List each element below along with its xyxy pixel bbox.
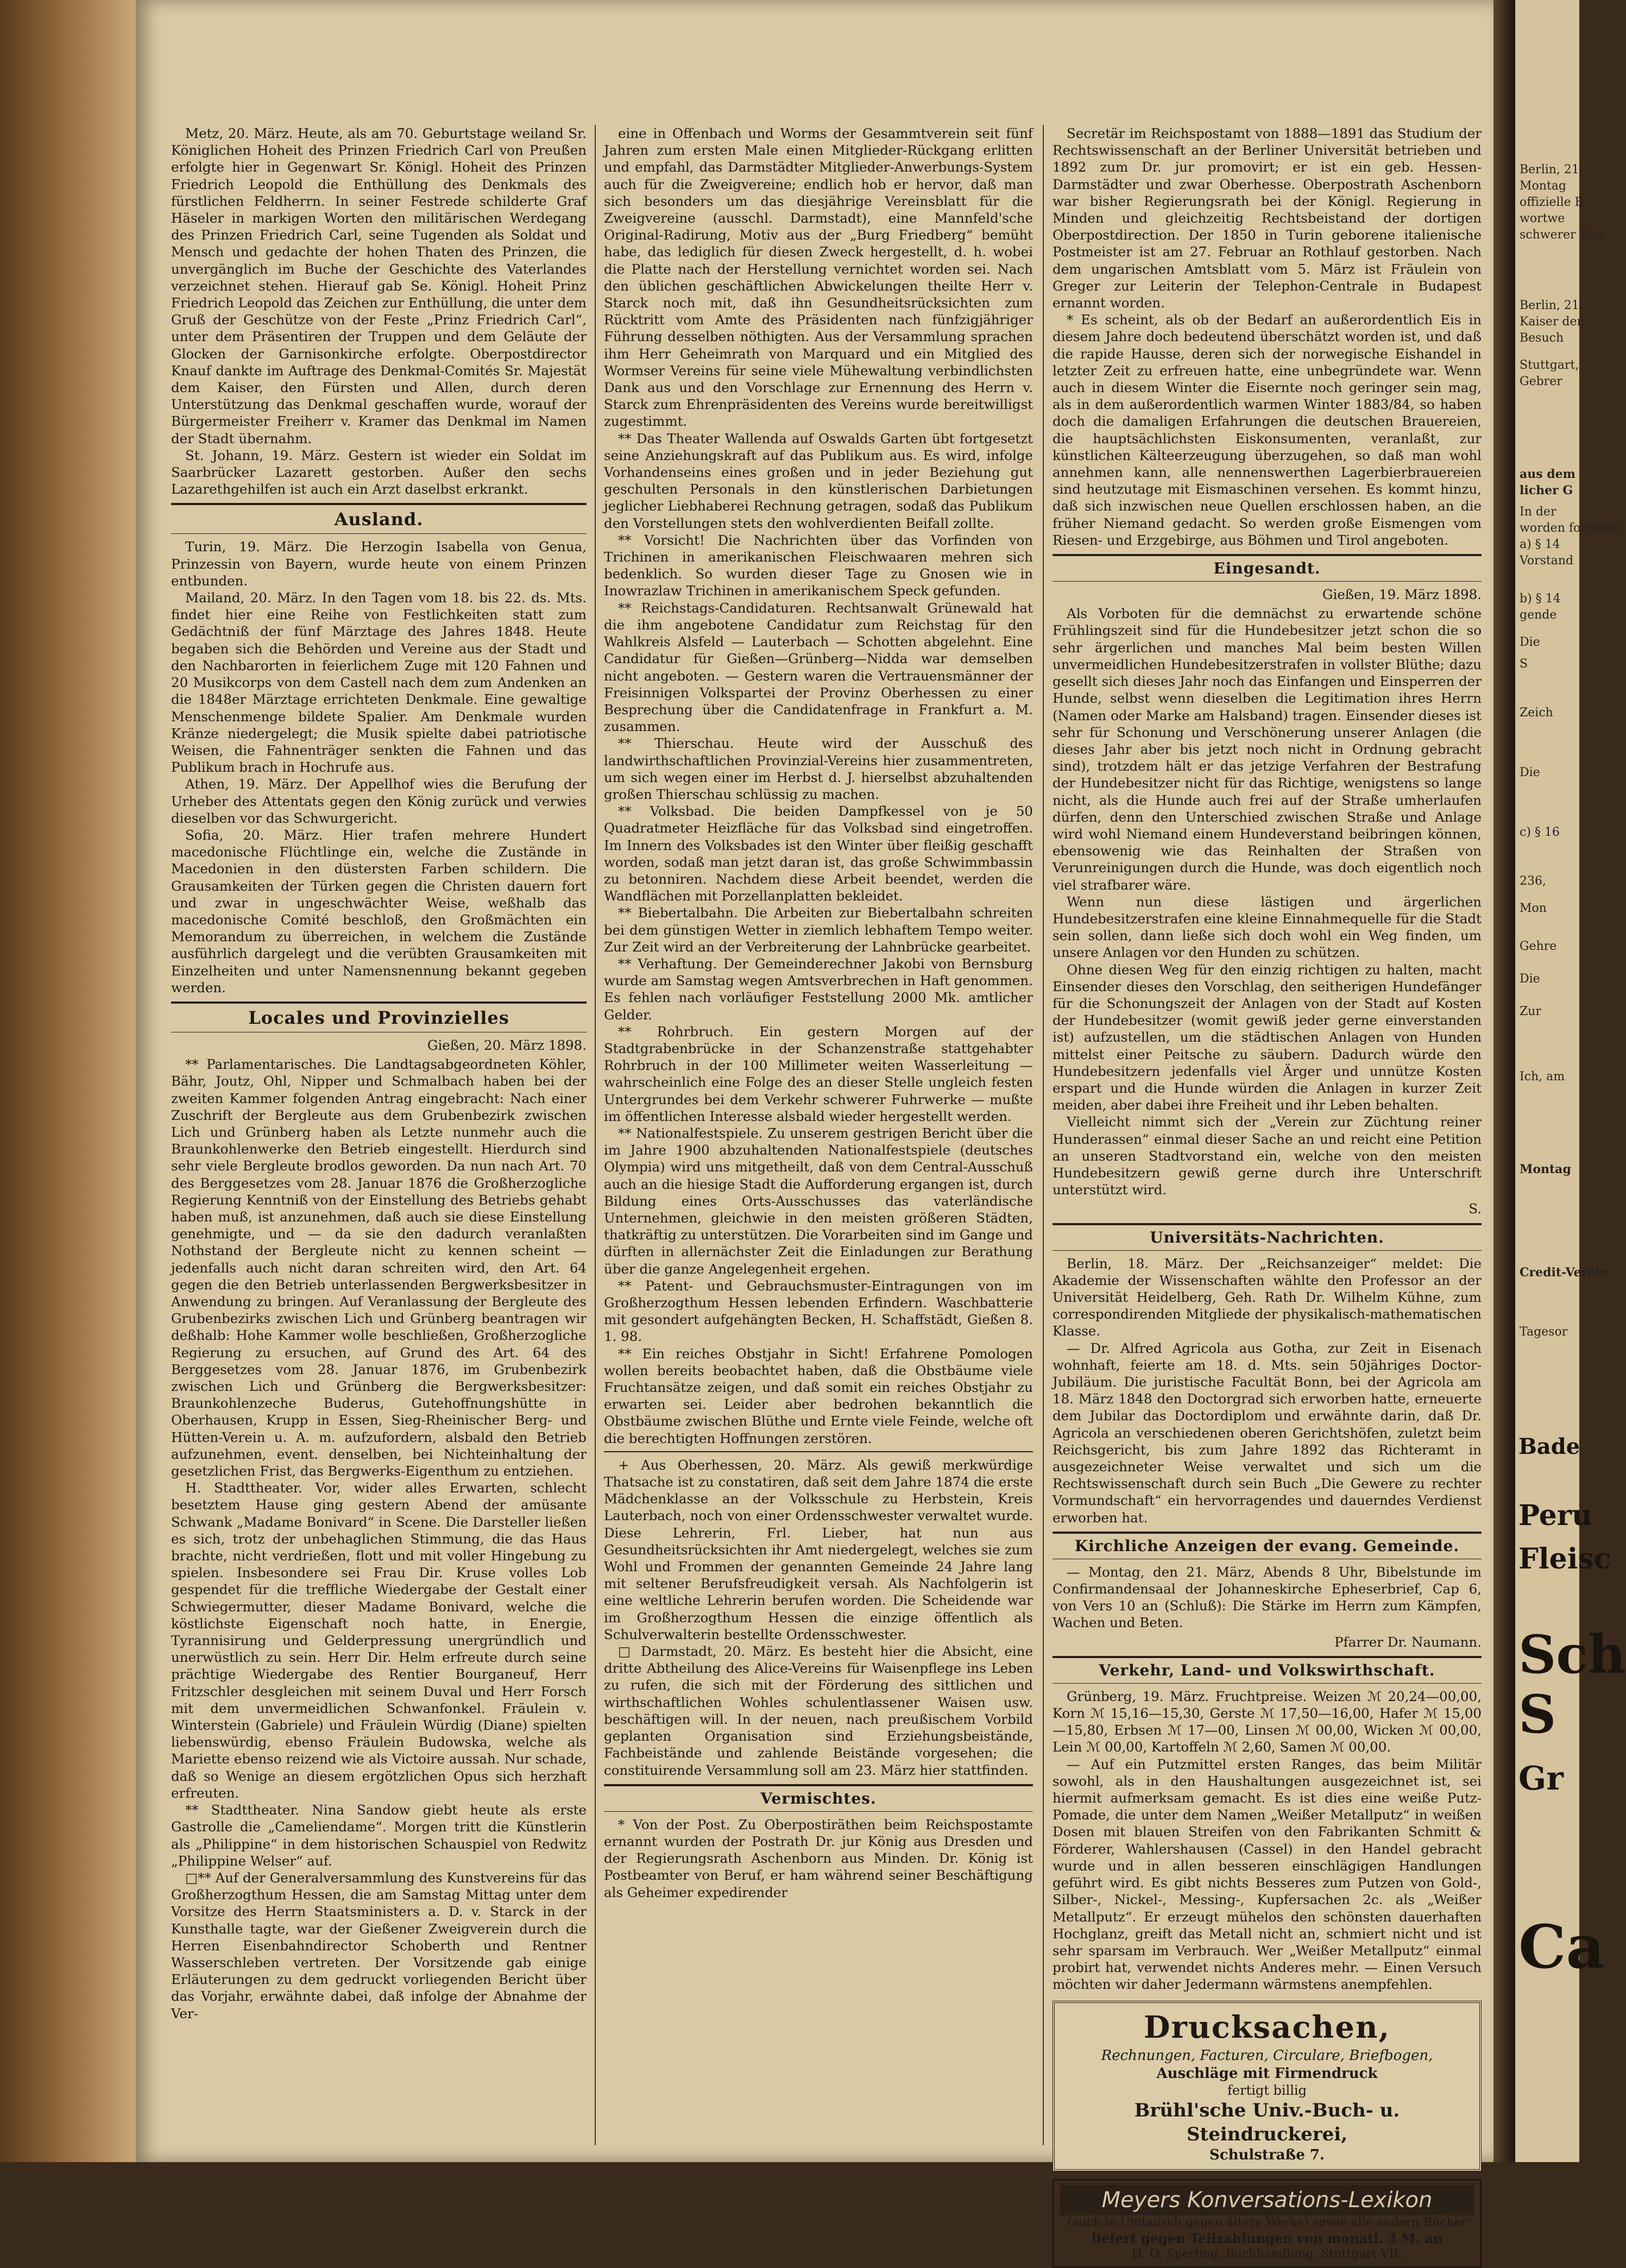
section-heading-verkehr: Verkehr, Land- und Volkswirthschaft.: [1053, 1656, 1482, 1684]
fragment-text: 236,: [1520, 874, 1546, 888]
fragment-text: Berlin, 21.: [1520, 163, 1583, 177]
fragment-text: wortwe: [1520, 212, 1565, 225]
fragment-text: b) § 14: [1520, 592, 1561, 606]
article-sofia: Sofia, 20. März. Hier trafen mehrere Hundert macedonische Flüchtlinge ein, welche die Zustände in Macedonien in den düstersten Farben schildern. Die Grausamkeiten der Türken gegen die Christen dauern fort und zwar in ungeschwächter Weise, weßhalb das macedonische Comité beschloß, den Großmächten ein Memorandum zu überreichen, in welchem die Zustände ausführlich dargelegt und die verübten Grausamkeiten mit Einzelheiten und unter Namensnennung bekannt gegeben werden.: [171, 827, 587, 996]
section-heading-locales: Locales und Provinzielles: [171, 1001, 587, 1032]
article-fruchtpreise: Grünberg, 19. März. Fruchtpreise. Weizen ℳ 20,24—00,00, Korn ℳ 15,16—15,30, Gerste ℳ 17,50—16,00, Hafer ℳ 15,00—15,80, Erbsen ℳ 17—00, Linsen ℳ 00,00, Wicken ℳ 00,00, Lein ℳ 00,00, Kartoffeln ℳ 2,60, Samen ℳ 00,00.: [1053, 1688, 1482, 1755]
column-divider: [595, 125, 596, 2145]
article-agricola: — Dr. Alfred Agricola aus Gotha, zur Zeit in Eisenach wohnhaft, feierte am 18. d. Mts. sein 50jähriges Doctor-Jubiläum. Die juristische Facultät Bonn, bei der Agricola am 18. März 1848 den Doctorgrad sich erworben hatte, erneuerte dem Jubilar das Doctordiplom und erwähnte darin, daß Dr. Agricola an verschiedenen oberen Gerichtshöfen, zuletzt beim Reichsgericht, bis zum Jahre 1892 das Richteramt in ausgezeichneter Weise verwaltet und sich um die Rechtswissenschaft durch sein Buch „Die Gewere zu rechter Vormundschaft“ ein hervorragendes und dauerndes Verdienst erworben hat.: [1053, 1340, 1482, 1526]
fragment-text: Gebrer: [1520, 375, 1562, 388]
fragment-text: Kaiser den: [1520, 315, 1585, 329]
section-heading-kirchliche: Kirchliche Anzeigen der evang. Gemeinde.: [1053, 1532, 1482, 1559]
article-eis: * Es scheint, als ob der Bedarf an außerordentlich Eis in diesem Jahre doch bedeutend überschätzt worden ist, und daß die rapide Hausse, deren sich der norwegische Eishandel in letzter Zeit zu erfreuen hatte, eine unbegründete war. Wenn auch in diesem Winter die Eisernte noch geringer sein mag, als in dem außerordentlich warmen Winter 1883/84, so haben doch die damaligen Erfahrungen die deutschen Brauereien, die hauptsächlichsten Eiskonsumenten, veranlaßt, zur künstlichen Kälteerzeugung überzugehen, so daß man wohl annehmen kann, alle nennenswerthen Lagerbierbrauereien sind heutzutage mit Eismaschinen versehen. Es kommt hinzu, daß sich inzwischen neue Quellen erschlossen haben, an die früher Niemand gedacht. So werden große Eismengen vom Riesen- und Erzgebirge, aus Böhmen und Tirol angeboten.: [1053, 312, 1482, 548]
advertisement-drucksachen: [1053, 2001, 1482, 2171]
article-verhaftung: ** Verhaftung. Der Gemeinderechner Jakobi von Bernsburg wurde am Samstag wegen Amtsverbrechen in Haft genommen. Es fehlen nach vorläufiger Feststellung 2000 Mk. amtlicher Gelder.: [604, 955, 1033, 1023]
column-3: [1053, 125, 1482, 2261]
fragment-heading: Gr: [1518, 1760, 1564, 1798]
article-darmstadt: □ Darmstadt, 20. März. Es besteht hier die Absicht, eine dritte Abtheilung des Alice-Vereins für Waisenpflege ins Leben zu rufen, die sich mit der Förderung des sittlichen und wirthschaftlichen Wohles schulentlassener Waisen usw. beschäftigen will. In der neuen, nach preußischem Vorbild geplanten Organisation sind Erziehungsbeistände, Fachbeistände und zahlende Beistände vorgesehen; die constituirende Versammlung soll am 23. März hier stattfinden.: [604, 1643, 1033, 1778]
signature-pfarrer: Pfarrer Dr. Naumann.: [1334, 1634, 1482, 1650]
article-bibelstunde: — Montag, den 21. März, Abends 8 Uhr, Bibelstunde im Confirmandensaal der Johanneskirche Epheserbrief, Cap 6, von Vers 10 an (Schluß): Die Stärke im Herrn zum Kämpfen, Wachen und Beten.: [1053, 1564, 1482, 1631]
fragment-text: Zur: [1520, 1005, 1541, 1018]
fragment-text: licher G: [1520, 483, 1573, 497]
dateline-giessen: Gießen, 20. März 1898.: [427, 1037, 587, 1053]
section-heading-vermischtes: Vermischtes.: [604, 1784, 1033, 1812]
fragment-heading: Fleisc: [1518, 1542, 1611, 1576]
article-post-cont: Secretär im Reichspostamt von 1888—1891 das Studium der Rechtswissenschaft an der Berliner Universität betrieben und 1892 zum Dr. jur promovirt; er ist ein geb. Hessen-Darmstädter und zwar Oberhesse. Oberpostrath Aschenborn war bisher Regierungsrath bei der Königl. Regierung in Minden und gleichzeitig Rechtsbeistand der dortigen Oberpostdirection. Der 1850 in Turin geborene italienische Postmeister ist am 27. Februar an Rothlauf gestorben. Nach dem ungarischen Amtsblatt vom 5. März ist Fräulein von Greger zur Leiterin der Telephon-Centrale in Budapest ernannt worden.: [1053, 125, 1482, 311]
article-hunde-3: Ohne diesen Weg für den einzig richtigen zu halten, macht Einsender dieses den Vorschlag, den seitherigen Hundefänger für die Schonungszeit der Anlagen von der Stadt auf Kosten der Hundebesitzer (womit gewiß jeder gerne einverstanden ist) aufzustellen, um die städtischen Anlagen von Hunden mittelst einer Peitsche zu säubern. Dadurch würde den Hundebesitzern jedenfalls viel Ärger und unnütze Kosten erspart und die Hunde würden die Anlagen in kurzer Zeit meiden, aber dabei ihre Freiheit und ihr Leben behalten.: [1053, 961, 1482, 1113]
article-von-der-post: * Von der Post. Zu Oberpostiräthen beim Reichspostamte ernannt wurden der Postrath Dr. jur König aus Dresden und der Regierungsrath Aschenborn aus Minden. Dr. König ist Postbeamter von Beruf, er ham während seiner Beschäftigung als Geheimer expedirender: [604, 1816, 1033, 1900]
article-rohrbruch: ** Rohrbruch. Ein gestern Morgen auf der Stadtgrabenbrücke in der Schanzenstraße stattgehabter Rohrbruch in der 100 Millimeter weiten Wasserleitung — wahrscheinlich eine Folge des an dieser Stelle ungleich festen Untergrundes bei dem Verkehr schwerer Fuhrwerke — mußte im öffentlichen Interesse alsbald wieder hergestellt werden.: [604, 1023, 1033, 1124]
dateline-eingesandt: Gießen, 19. März 1898.: [1322, 587, 1482, 603]
article-stadttheater-review: H. Stadttheater. Vor, wider alles Erwarten, schlecht besetztem Hause ging gestern Abend der amüsante Schwank „Madame Bonivard“ in Scene. Die Darsteller ließen es sich, trotz der unbehaglichen Stimmung, die das Haus brachte, nicht verdrießen, flott und mit voller Hingebung zu spielen. Insbesondere sei Frau Dir. Kruse volles Lob gespendet für die treffliche Wiedergabe der Gestalt einer Schwiegermutter, dieser Madame Bonivard, welche die köstlichste Eigenschaft noch hatte, in Energie, Tyrannisirung und Gelderpressung unergründlich und unerwüstlich zu sein. Herr Dir. Helm erfreute durch seine prächtige Wiedergabe des Rentier Bourganeuf, Herr Fritzschler desgleichen mit seinem Duval und Herr Forsch mit dem unvermeidlichen Schwanfonkel. Fräulein v. Winterstein (Gabriele) und Fräulein Würdig (Diane) spielten liebenswürdig, ebenso Fräulein Budowska, welche als Mariette ebenso reizend wie als Victoire aussah. Nur schade, daß so Wenige an diesem ergötzlichen Opus sich herzhaft erfreuten.: [171, 1480, 587, 1801]
article-st-johann: St. Johann, 19. März. Gestern ist wieder ein Soldat im Saarbrücker Lazarett gestorben. Außer den sechs Lazarethgehilfen ist auch ein Arzt daselbst erkrankt.: [171, 447, 587, 497]
article-parlamentarisches: ** Parlamentarisches. Die Landtagsabgeordneten Köhler, Bähr, Joutz, Ohl, Nipper und Schmalbach haben bei der zweiten Kammer folgenden Antrag eingebracht: Nach einer Zuschrift der Bergleute aus dem Grubenbezirk zwischen Lich und Grünberg haben als Letzte nunmehr auch die Braunkohlenwerke den Betrieb eingestellt. Hierdurch sind sehr viele Bergleute brodlos geworden. Da nun nach Art. 70 des Berggesetzes vom 28. Januar 1876 die Großherzogliche Regierung Kenntniß von der Einstellung des Betriebs gehabt haben muß, ist anzunehmen, daß auch sie diese Einstellung genehmigte, und — da sie den dadurch veranlaßten Nothstand der Bergleute nicht zu kennen scheint — jedenfalls auch nicht daran schreiten wird, den Art. 64 gegen die den Betrieb unterlassenden Bergwerksbesitzer in Anwendung zu bringen. Auf Veranlassung der Bergleute des Grubenbezirks zwischen Lich und Grünberg beantragen wir deßhalb: Hohe Kammer wolle beschließen, Großherzogliche Regierung zu ersuchen, auf Grund des Art. 64 des Berggesetzes vom 28. Januar 1876, im Grubenbezirk zwischen Lich und Grünberg die Bergwerksbesitzer: Braunkohlenzeche Buderus, Gutehoffnungshütte in Oberhausen, Krupp in Essen, Sieg-Rheinischer Berg- und Hütten-Verein u. A. m. aufzufordern, alsbald den Betrieb aufzunehmen, event. denselben, bei Nichteinhaltung der gesetzlichen Frist, das Bergwerks-Eigenthum zu entziehen.: [171, 1056, 587, 1479]
article-hunde-2: Wenn nun diese lästigen und ärgerlichen Hundebesitzerstrafen eine kleine Einnahmequelle für die Stadt sein sollen, dann ließe sich doch wohl ein Weg finden, um unsere Anlagen vor den Hunden zu schützen.: [1053, 893, 1482, 961]
ad-line: Schulstraße 7.: [1209, 2146, 1325, 2163]
article-volksbad: ** Volksbad. Die beiden Dampfkessel von je 50 Quadratmeter Heizfläche für das Volksbad sind eingetroffen. Im Innern des Volksbades ist den Winter über fleißig geschafft worden, sodaß man jetzt daran ist, das große Schwimmbassin zu betonniren. Nachdem diese Arbeit beendet, werden die Wandflächen mit Porzellanplatten bekleidet.: [604, 803, 1033, 904]
fragment-text: Stuttgart,: [1520, 358, 1579, 372]
article-metz: Metz, 20. März. Heute, als am 70. Geburtstage weiland Sr. Königlichen Hoheit des Prinzen Friedrich Carl von Preußen erfolgte hier in Gegenwart Sr. Königl. Hoheit des Prinzen Friedrich Leopold die Enthüllung des Denkmals des fürstlichen Feldherrn. In seiner Festrede schilderte Graf Häseler in markigen Worten den militärischen Werdegang des Prinzen Friedrich Carl, seine Tugenden als Soldat und Mensch und gedachte der hohen Thaten des Prinzen, die unvergänglich im Buche der Geschichte des Vaterlandes verzeichnet stehen. Hierauf gab Se. Königl. Hoheit Prinz Friedrich Leopold das Zeichen zur Enthüllung, die unter dem Gruß der Geschütze von der Feste „Prinz Friedrich Carl“, unter dem Präsentiren der Truppen und dem Geläute der Glocken der Garnisonkirche erfolgte. Oberpostdirector Knauf dankte im Auftrage des Denkmal-Comités Sr. Majestät dem Kaiser, den Fürsten und Allen, durch deren Unterstützung das Denkmal geschaffen wurde, worauf der Bürgermeister Freiherr v. Kramer das Denkmal im Namen der Stadt übernahm.: [171, 125, 587, 446]
fragment-text: Credit-Verein: [1520, 1265, 1609, 1280]
fragment-heading: Ca: [1518, 1912, 1605, 1982]
article-hunde-1: Als Vorboten für die demnächst zu erwartende schöne Frühlingszeit sind für die Hundebesitzer jetzt schon die so sehr ärgerlichen und manches Mal beim besten Willen unvermeidlichen Hundebesitzerstrafen in vollster Blüthe; dazu gesellt sich dieses Jahr noch das Einfangen und Einsperren der Hunde, selbst wenn dieselben die Legitimation ihres Herrn (Namen oder Marke am Halsband) tragen. Einsender dieses ist sehr für Schonung und Verschönerung unserer Anlagen (die dieses Jahr aber bis jetzt noch nicht in Ordnung gebracht sind), trotzdem hält er das jetzige Verfahren der Bestrafung der Hundebesitzer nicht für das Richtige, wenigstens so lange nicht, als die Hunde auch frei auf der Straße umherlaufen dürfen, denn den Unterschied zwischen Straße und Anlage wird wohl Niemand einem Hundeverstand beibringen können, ebensowenig wie das Reinhalten der Straßen von Verunreinigungen durch die Hunde, was doch eigentlich noch viel strafbarer wäre.: [1053, 606, 1482, 893]
fragment-text: schwerer Tote: [1520, 228, 1606, 242]
section-heading-universitaet: Universitäts-Nachrichten.: [1053, 1223, 1482, 1251]
article-patente: ** Patent- und Gebrauchsmuster-Eintragungen von im Großherzogthum Hessen lebenden Erfindern. Waschbatterie mit gesondert aufgehängten Becken, H. Schaffstädt, Gießen 8. 1. 98.: [604, 1277, 1033, 1345]
fragment-heading: Peru: [1518, 1499, 1592, 1532]
fragment-text: a) § 14: [1520, 538, 1560, 551]
article-theater-wallenda: ** Das Theater Wallenda auf Oswalds Garten übt fortgesetzt seine Anziehungskraft auf das Publikum aus. Es wird, infolge Vorhandenseins eines großen und in jeder Beziehung gut geschulten Personals in den künstlerischen Darbietungen jeglicher Liebhaberei Rechnung getragen, sodaß das Publikum den Vorstellungen stets den wohlverdienten Beifall zollte.: [604, 430, 1033, 531]
page-gutter: [1493, 0, 1515, 2162]
column-2: [604, 125, 1033, 2145]
ad-line: fertigt billig: [1227, 2082, 1307, 2098]
fragment-text: S: [1520, 657, 1528, 671]
article-metallputz: — Auf ein Putzmittel ersten Ranges, das beim Militär sowohl, als in den Haushaltungen ausgezeichnet ist, sei hiermit aufmerksam gemacht. Es ist dies eine weiße Putz-Pomade, die unter dem Namen „Weißer Metallputz“ in weißen Dosen mit blauen Streifen von den Fabrikanten Schmitt & Förderer, Wahlershausen (Cassel) in den Handel gebracht wurde und in allen besseren einschlägigen Handlungen geführt wird. Es gibt nichts Besseres zum Putzen von Gold-, Silber-, Nickel-, Messing-, Kupfersachen 2c. als „Weißer Metallputz“. Er erzeugt mühelos den schönsten dauerhaften Hochglanz, greift das Metall nicht an, schmiert nicht und ist sehr sparsam im Verbrauch. Wer „Weißer Metallputz“ einmal probirt hat, verwendet nichts Anderes mehr. — Einen Versuch möchten wir daher Jedermann wärmstens anempfehlen.: [1053, 1756, 1482, 1993]
ad-line: (auch in Umtausch gegen ältere Werke) sowie alle andern Bücher: [1067, 2215, 1467, 2229]
separator: [604, 1451, 1033, 1452]
ad-title: Drucksachen,: [1143, 2009, 1391, 2045]
fragment-text: Vorstand: [1520, 554, 1574, 568]
fragment-text: Montag: [1520, 1162, 1571, 1176]
article-kunstverein-cont: eine in Offenbach und Worms der Gesammtverein seit fünf Jahren zum ersten Male einen Mitglieder-Rückgang erlitten und empfahl, das Darmstädter Mitglieder-Anwerbungs-System auch für die Zweigvereine; endlich hob er hervor, daß man sich besonders um das diesjährige Vereinsblatt für die Zweigvereine (ausschl. Darmstadt), eine Mannfeld'sche Original-Radirung, Motiv aus der „Burg Friedberg“ bemüht habe, das lediglich für diesen Zweck hergestellt, d. h. wobei die Platte nach der Herstellung vernichtet worden sei. Nach den üblichen geschäftlichen Abwickelungen theilte Herr v. Starck noch mit, daß ihn Gesundheitsrücksichten zum Rücktritt vom Amte des Präsidenten nach fünfzigjähriger Führung desselben nöthigten. Aus der Versammlung sprachen ihm Herr Geheimrath von Marquard und ein Mitglied des Wormser Vereins für seine viele Mühewaltung verbindlichsten Dank aus und den Vorschlage zur Ernennung des Herrn v. Starck zum Ehrenpräsidenten des Vereins wurde bereitwilligst zugestimmt.: [604, 125, 1033, 430]
article-nationalfestspiele: ** Nationalfestspiele. Zu unserem gestrigen Bericht über die im Jahre 1900 abzuhaltenden Nationalfestspiele (deutsches Olympia) wird uns mitgetheilt, daß von dem Central-Ausschuß auch an die hiesige Stadt die Aufforderung ergangen ist, durch Bildung eines Orts-Ausschusses das vaterländische Unternehmen, gleichwie in den meisten größeren Städten, thatkräftig zu unterstützen. Die Vorarbeiten sind im Gange und dürften in allernächster Zeit die Einladungen zur Berathung über die ganze Angelegenheit ergehen.: [604, 1125, 1033, 1277]
ad-line: H. O. Sperling, Buchhandlung, Stuttgart VII.: [1131, 2247, 1403, 2261]
fragment-text: c) § 16: [1520, 826, 1560, 839]
advertisement-meyers-lexikon: [1053, 2179, 1482, 2268]
ad-line: Brühl'sche Univ.-Buch- u. Steindruckerei,: [1134, 2099, 1400, 2145]
fragment-text: aus dem: [1520, 467, 1575, 481]
fragment-text: Berlin, 21.: [1520, 299, 1583, 312]
article-mailand: Mailand, 20. März. In den Tagen vom 18. bis 22. ds. Mts. findet hier eine Reihe von Festlichkeiten statt zum Gedächtniß der fünf Märztage des Jahres 1848. Heute begaben sich die Behörden und Vereine aus der Stadt und den Nachbarorten in feierlichem Zuge mit 120 Fahnen und 20 Musikcorps von dem Castell nach dem zum Andenken an die 1848er Märztage errichteten Denkmale. Eine gewaltige Menschenmenge bildete Spalier. Am Denkmale wurden Kränze niedergelegt; die Musik spielte dabei patriotische Weisen, die Fahnenträger senkten die Fahnen und das Publikum brach in Hochrufe aus.: [171, 590, 587, 776]
fragment-text: Mon: [1520, 902, 1547, 915]
fragment-text: Die: [1520, 635, 1540, 649]
fragment-text: Die: [1520, 766, 1540, 779]
column-divider: [1043, 125, 1044, 2145]
article-obstjahr: ** Ein reiches Obstjahr in Sicht! Erfahrene Pomologen wollen bereits beobachtet haben, daß die Obstbäume viele Fruchtansätze zeigen, und daß somit ein reiches Obstjahr zu erwarten sei. Leider aber bedrohen bekanntlich die Obstbäume zwischen Blüthe und Ernte viele Feinde, welche oft die berechtigten Hoffnungen zerstören.: [604, 1345, 1033, 1446]
fragment-text: Die: [1520, 972, 1540, 986]
fragment-text: offizielle B: [1520, 196, 1584, 209]
fragment-heading: S: [1518, 1684, 1556, 1745]
fragment-text: In der: [1520, 505, 1556, 519]
column-1: [171, 125, 587, 2145]
article-turin: Turin, 19. März. Die Herzogin Isabella von Genua, Prinzessin von Bayern, wurde heute von einem Prinzen entbunden.: [171, 539, 587, 589]
article-oberhessen: + Aus Oberhessen, 20. März. Als gewiß merkwürdige Thatsache ist zu constatiren, daß seit dem Jahre 1874 die erste Mädchenklasse an der Volksschule zu Herbstein, Kreis Lauterbach, noch von einer Ordensschwester verwaltet wurde. Diese Lehrerin, Frl. Lieber, hat nun aus Gesundheitsrücksichten ihr Amt niedergelegt, welches sie zum Wohl und Frommen der genannten Gemeinde 24 Jahre lang mit seltener Berufsfreudigkeit versah. Als Nachfolgerin ist eine weltliche Lehrerin berufen worden. Die Scheidende war im Großherzogthum Hessen die einzige öffentlich als Schulverwalterin bestellte Ordensschwester.: [604, 1457, 1033, 1642]
ad-banner: Meyers Konversations-Lexikon: [1060, 2185, 1474, 2215]
fragment-text: gende: [1520, 608, 1557, 622]
ad-line: Rechnungen, Facturen, Circulare, Briefbogen,: [1101, 2047, 1433, 2064]
fragment-text: Zeich: [1520, 706, 1553, 720]
fragment-text: Besuch: [1520, 331, 1564, 345]
fragment-text: Tagesor: [1520, 1325, 1568, 1339]
article-athen: Athen, 19. März. Der Appellhof wies die Berufung der Urheber des Attentats gegen den König zurück und verwies dieselben vor das Schwurgericht.: [171, 776, 587, 826]
article-biebertalbahn: ** Biebertalbahn. Die Arbeiten zur Biebertalbahn schreiten bei dem günstigen Wetter in ziemlich lebhaftem Tempo weiter. Zur Zeit wird an der Verbreiterung der Lahnbrücke gearbeitet.: [604, 905, 1033, 955]
ad-line: liefert gegen Teilzahlungen von monatl. 3 M. an: [1091, 2230, 1443, 2246]
fragment-text: Gehre: [1520, 940, 1557, 953]
article-kunstverein: □** Auf der Generalversammlung des Kunstvereins für das Großherzogthum Hessen, die am Samstag Mittag unter dem Vorsitze des Herrn Staatsministers a. D. v. Starck in der Kunsthalle tagte, war der Gießener Zweigverein durch die Herren Eisenbahndirector Schoberth und Rentner Wasserschleben vertreten. Der Vorsitzende gab einige Erläuterungen zu dem gedruckt vorliegenden Bericht über das Vorjahr, erwähnte dabei, daß infolge der Abnahme der Ver-: [171, 1869, 587, 2021]
fragment-text: Montag: [1520, 179, 1566, 193]
ad-line: Auschläge mit Firmendruck: [1156, 2065, 1378, 2082]
signature-eingesandt: S.: [1469, 1201, 1482, 1217]
section-heading-eingesandt: Eingesandt.: [1053, 554, 1482, 582]
article-stadttheater-sandow: ** Stadttheater. Nina Sandow giebt heute als erste Gastrolle die „Cameliendame“. Morgen tritt die Künstlerin als „Philippine“ in dem historischen Schauspiel von Redwitz „Philippine Welser“ auf.: [171, 1802, 587, 1869]
fragment-heading: Sch: [1518, 1624, 1626, 1685]
book-binding: [0, 0, 136, 2162]
article-reichstags-candidaturen: ** Reichstags-Candidaturen. Rechtsanwalt Grünewald hat die ihm angebotene Candidatur zum Reichstag für den Wahlkreis Alsfeld — Lauterbach — Schotten abgelehnt. Eine Candidatur für Gießen—Grünberg—Nidda war demselben nicht angeboten. — Gestern waren die Vertrauensmänner der Freisinnigen Volkspartei der Provinz Oberhessen zu einer Besprechung über die Candidatenfrage in Frankfurt a. M. zusammen.: [604, 600, 1033, 735]
article-vorsicht: ** Vorsicht! Die Nachrichten über das Vorfinden von Trichinen in amerikanischen Fleischwaaren mehren sich bedenklich. So wurden dieser Tage zu Gnosen wie in Inowrazlaw Trichinen in amerikanischem Speck gefunden.: [604, 532, 1033, 599]
adjacent-page-fragment: [1515, 0, 1626, 2162]
section-heading-ausland: Ausland.: [171, 503, 587, 534]
fragment-text: worden folgende: [1520, 521, 1622, 535]
article-hunde-4: Vielleicht nimmt sich der „Verein zur Züchtung reiner Hunderassen“ einmal dieser Sache an und reicht eine Petition an unseren Stadtvorstand ein, welche von den meisten Hundebesitzern gewiß gerne durch ihre Unterschrift unterstützt wird.: [1053, 1114, 1482, 1198]
article-berlin-akademie: Berlin, 18. März. Der „Reichsanzeiger“ meldet: Die Akademie der Wissenschaften wählte den Professor an der Universität Heidelberg, Geh. Rath Dr. Wilhelm Kühne, zum correspondirenden Mitgliede der physikalisch-mathematischen Klasse.: [1053, 1255, 1482, 1339]
fragment-text: Ich, am: [1520, 1070, 1565, 1083]
article-thierschau: ** Thierschau. Heute wird der Ausschuß des landwirthschaftlichen Provinzial-Vereins hier zusammentreten, um sich wegen einer im Herbst d. J. hierselbst abzuhaltenden großen Thierschau schlüssig zu machen.: [604, 735, 1033, 802]
fragment-heading: Bade: [1518, 1434, 1580, 1459]
